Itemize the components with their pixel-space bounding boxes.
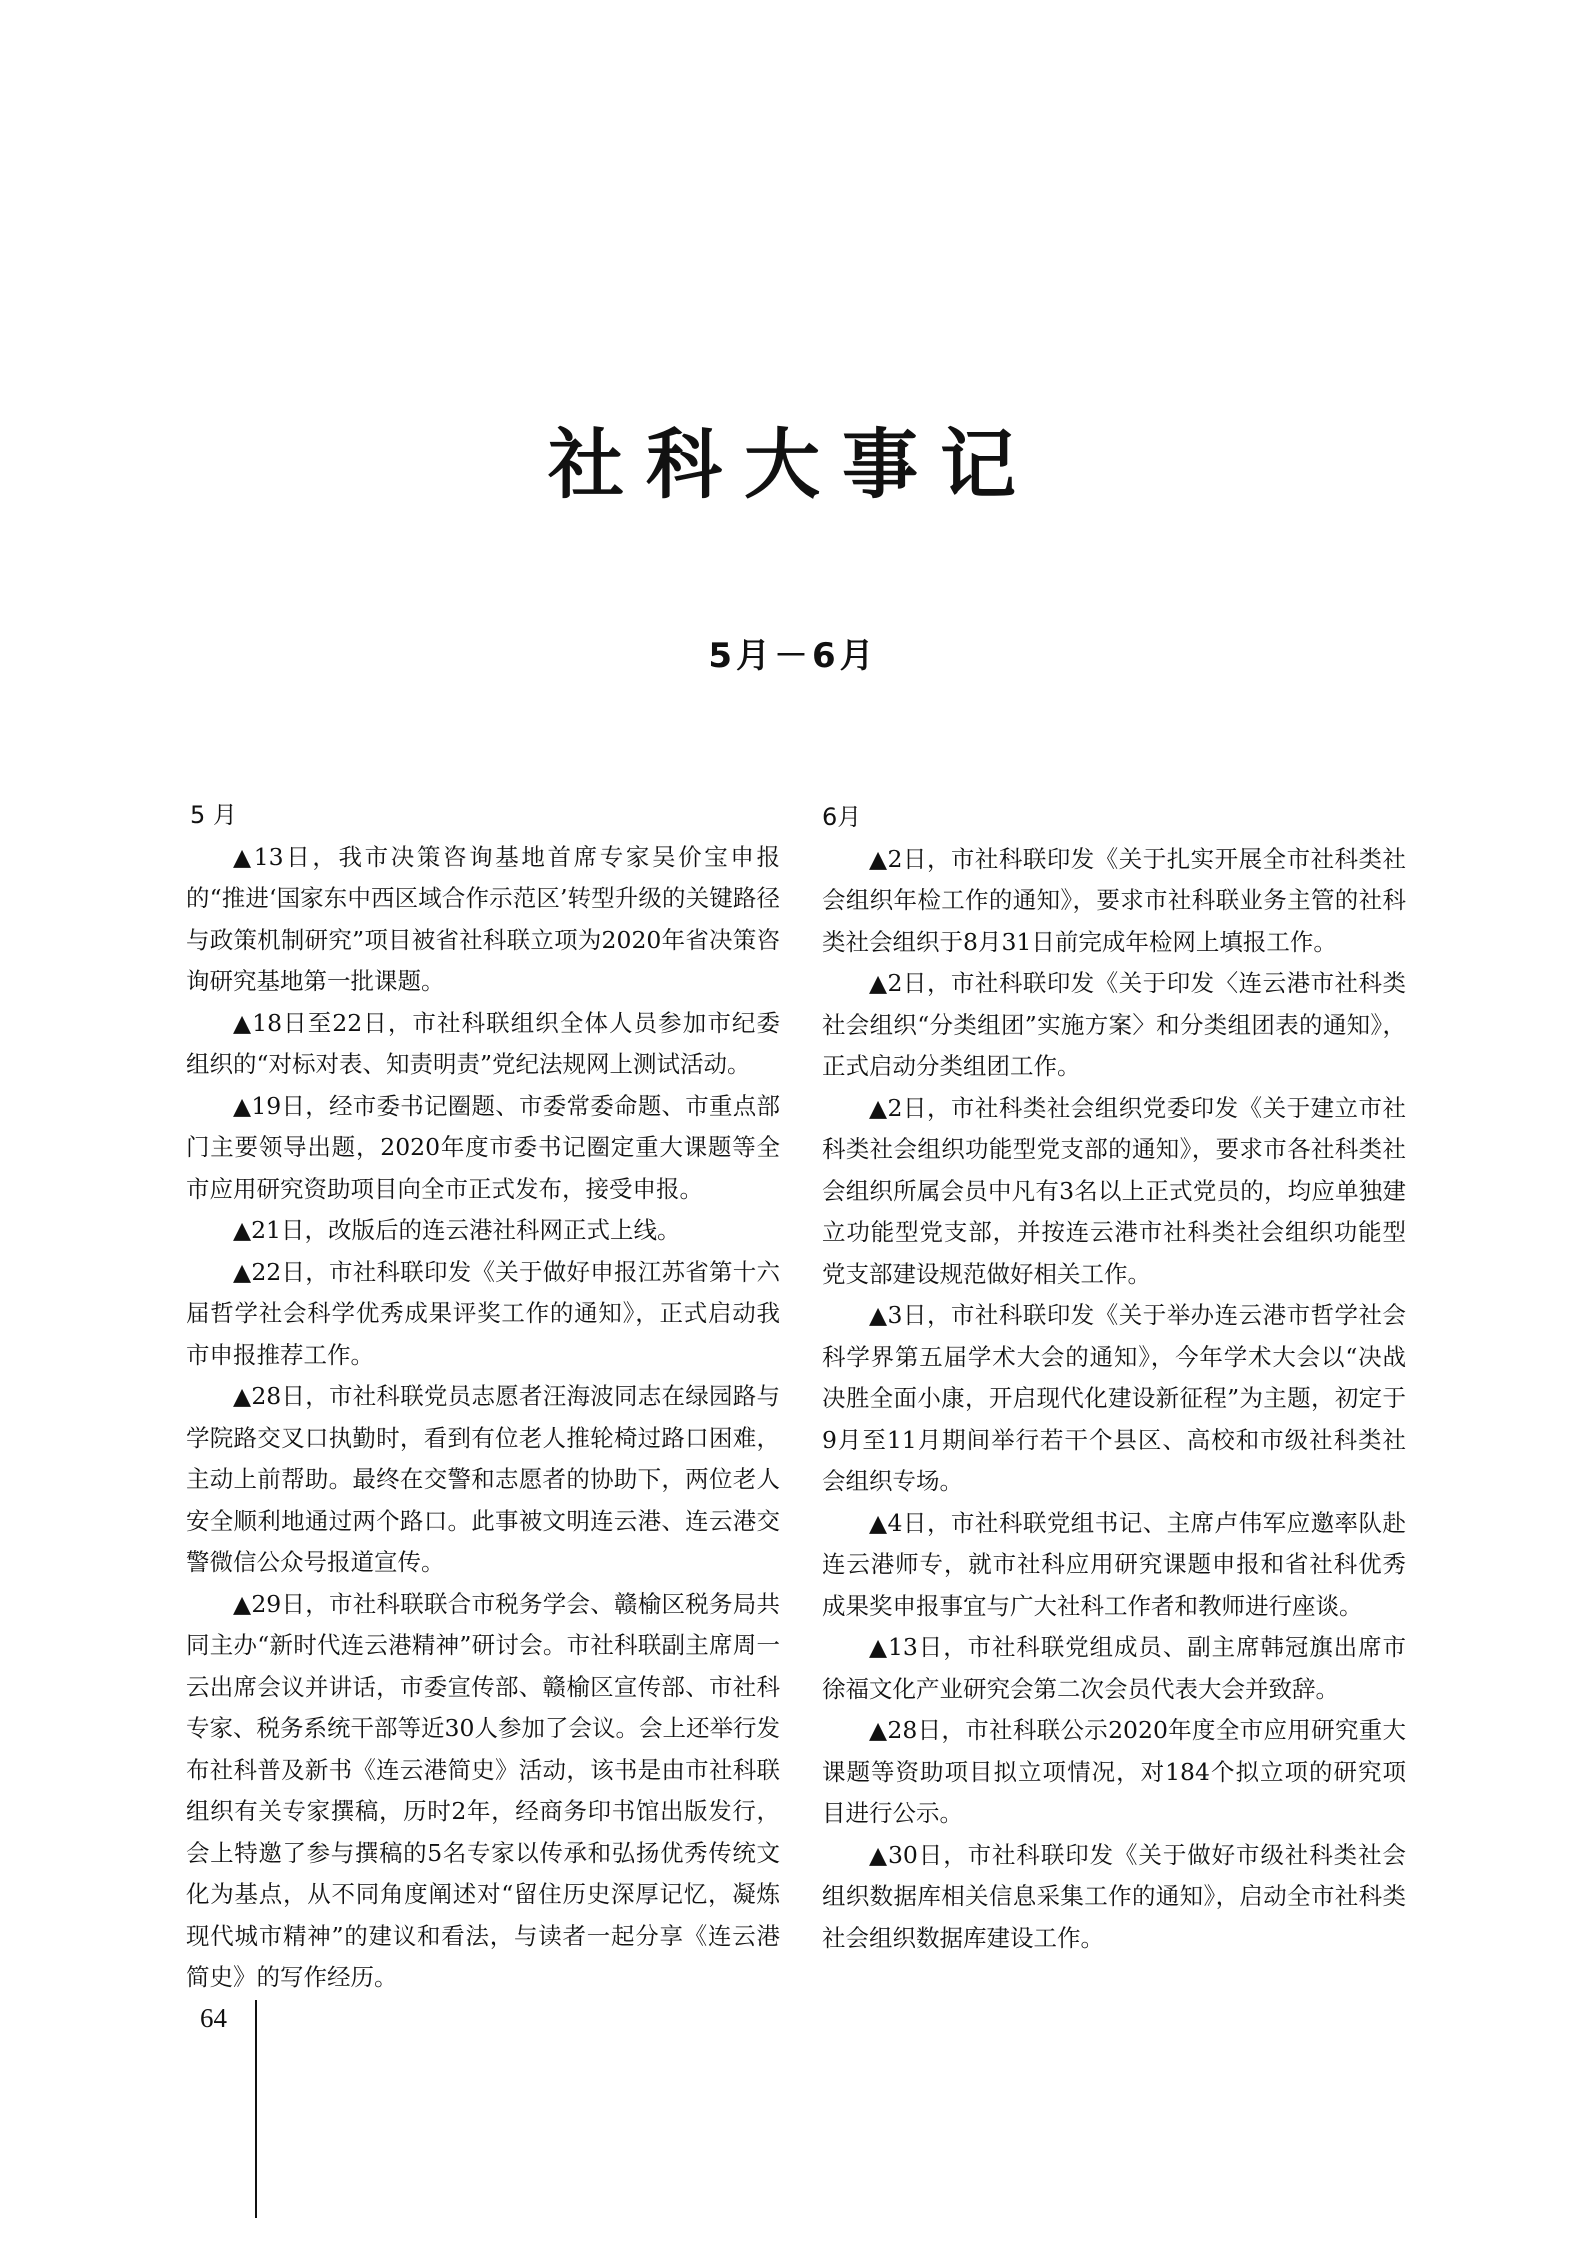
- event-entry: ▲29日，市社科联联合市税务学会、赣榆区税务局共同主办“新时代连云港精神”研讨会。市社科联副主席周一云出席会议并讲话，市委宣传部、赣榆区宣传部、市社科专家、税务系统干部等近30人参加了会议。会上还举行发布社科普及新书《连云港简史》活动，该书是由市社科联组织有关专家撰稿，历时2年，经商务印书馆出版发行，会上特邀了参与撰稿的5名专家以传承和弘扬优秀传统文化为基点，从不同角度阐述对“留住历史深厚记忆，凝炼现代城市精神”的建议和看法，与读者一起分享《连云港简史》的写作经历。: [186, 1589, 780, 1991]
- event-entry: ▲18日至22日，市社科联组织全体人员参加市纪委组织的“对标对表、知责明责”党纪法规网上测试活动。: [186, 1008, 780, 1078]
- event-entry: ▲3日，市社科联印发《关于举办连云港市哲学社会科学界第五届学术大会的通知》，今年学术大会以“决战决胜全面小康，开启现代化建设新征程”为主题，初定于9月至11月期间举行若干个县区、高校和市级社科类社会组织专场。: [822, 1301, 1406, 1495]
- event-entry: ▲2日，市社科类社会组织党委印发《关于建立市社科类社会组织功能型党支部的通知》，要求市各社科类社会组织所属会员中凡有3名以上正式党员的，均应单独建立功能型党支部，并按连云港市社科类社会组织功能型党支部建设规范做好相关工作。: [822, 1093, 1406, 1288]
- page-number-divider: [255, 2000, 257, 2218]
- page-number: 64: [200, 2003, 227, 2033]
- event-entry: ▲30日，市社科联印发《关于做好市级社科类社会组织数据库相关信息采集工作的通知》，启动全市社科类社会组织数据库建设工作。: [822, 1840, 1406, 1952]
- left-column: [186, 795, 780, 1999]
- event-entry: ▲28日，市社科联公示2020年度全市应用研究重大课题等资助项目拟立项情况，对184个拟立项的研究项目进行公示。: [822, 1716, 1406, 1827]
- event-entry: ▲2日，市社科联印发《关于印发〈连云港市社科类社会组织“分类组团”实施方案〉和分类组团表的通知》，正式启动分类组团工作。: [822, 969, 1406, 1080]
- right-column: [822, 795, 1406, 1959]
- event-entry: ▲13日，我市决策咨询基地首席专家吴价宝申报的“推进‘国家东中西区域合作示范区’转型升级的关键路径与政策机制研究”项目被省社科联立项为2020年省决策咨询研究基地第一批课题。: [186, 842, 780, 995]
- month-heading-may: 5 月: [190, 801, 237, 829]
- event-entry: ▲22日，市社科联印发《关于做好申报江苏省第十六届哲学社会科学优秀成果评奖工作的通知》，正式启动我市申报推荐工作。: [186, 1257, 780, 1369]
- event-entry: ▲19日，经市委书记圈题、市委常委命题、市重点部门主要领导出题，2020年度市委书记圈定重大课题等全市应用研究资助项目向全市正式发布，接受申报。: [186, 1091, 780, 1203]
- month-heading-june: 6月: [822, 803, 862, 831]
- event-entry: ▲4日，市社科联党组书记、主席卢伟军应邀率队赴连云港师专，就市社科应用研究课题申报和省社科优秀成果奖申报事宜与广大社科工作者和教师进行座谈。: [822, 1508, 1406, 1620]
- event-entry: ▲13日，市社科联党组成员、副主席韩冠旗出席市徐福文化产业研究会第二次会员代表大会并致辞。: [822, 1633, 1406, 1703]
- event-entry: ▲2日，市社科联印发《关于扎实开展全市社科类社会组织年检工作的通知》，要求市社科联业务主管的社科类社会组织于8月31日前完成年检网上填报工作。: [822, 844, 1406, 956]
- event-entry: ▲21日，改版后的连云港社科网正式上线。: [233, 1216, 681, 1244]
- page-title: 社科大事记: [548, 420, 1038, 509]
- date-range-subtitle: 5月－6月: [708, 636, 878, 676]
- event-entry: ▲28日，市社科联党员志愿者汪海波同志在绿园路与学院路交叉口执勤时，看到有位老人推轮椅过路口困难，主动上前帮助。最终在交警和志愿者的协助下，两位老人安全顺利地通过两个路口。此事被文明连云港、连云港交警微信公众号报道宣传。: [186, 1382, 780, 1576]
